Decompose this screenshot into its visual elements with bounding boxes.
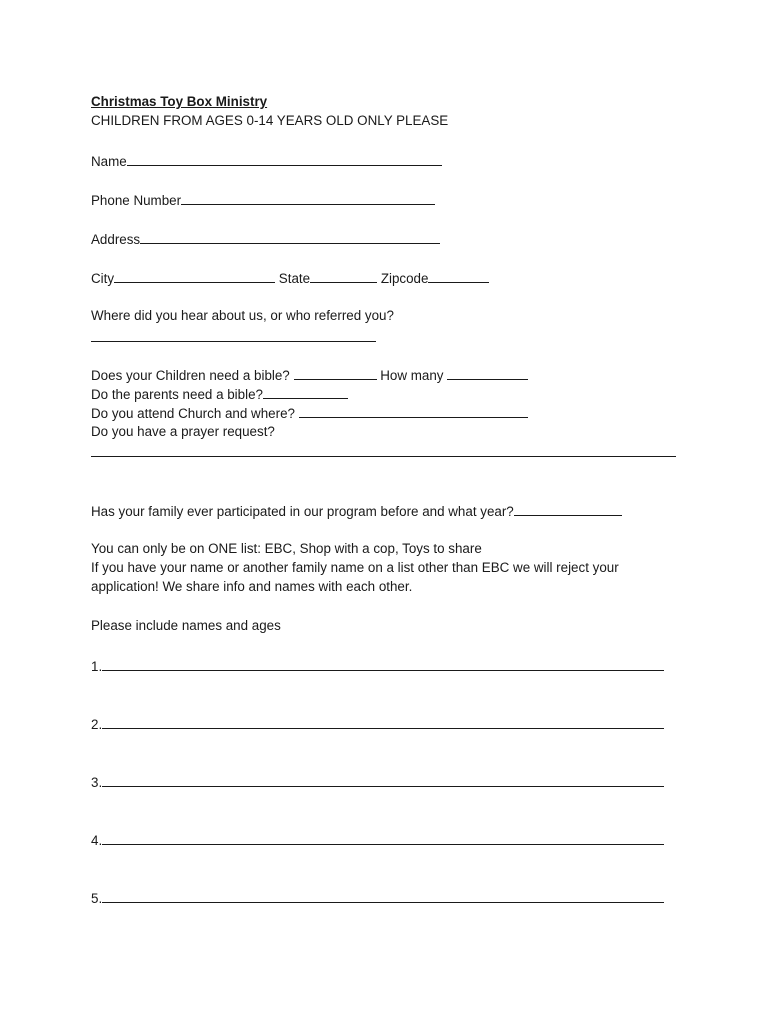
name-entry-field[interactable] bbox=[102, 773, 664, 787]
names-prompt: Please include names and ages bbox=[91, 618, 281, 633]
how-many-label: How many bbox=[380, 368, 444, 383]
prayer-question: Do you have a prayer request? bbox=[91, 424, 275, 439]
state-field[interactable] bbox=[310, 269, 377, 283]
bible-children-row bbox=[91, 366, 528, 382]
how-many-field[interactable] bbox=[447, 366, 528, 380]
name-label: Name bbox=[91, 154, 127, 169]
address-row bbox=[91, 230, 440, 246]
entry-number: 4. bbox=[91, 833, 103, 848]
name-entry-field[interactable] bbox=[102, 831, 664, 845]
prayer-field[interactable] bbox=[91, 456, 676, 457]
name-entry-field[interactable] bbox=[102, 889, 664, 903]
entry-number: 5. bbox=[91, 891, 103, 906]
participation-row bbox=[91, 502, 622, 518]
participation-question: Has your family ever participated in our program before and what year? bbox=[91, 504, 514, 519]
bible-parents-question: Do the parents need a bible? bbox=[91, 387, 263, 402]
name-entry-row bbox=[91, 831, 664, 847]
age-restriction-note: CHILDREN FROM AGES 0-14 YEARS OLD ONLY PLEASE bbox=[91, 113, 449, 128]
phone-label: Phone Number bbox=[91, 193, 182, 208]
name-entry-field[interactable] bbox=[102, 657, 664, 671]
address-field[interactable] bbox=[140, 230, 440, 244]
name-entry-row bbox=[91, 889, 664, 905]
city-label: City bbox=[91, 271, 115, 286]
zipcode-label: Zipcode bbox=[380, 271, 429, 286]
notice-line-2: If you have your name or another family name on a list other than EBC we will reject your bbox=[91, 560, 619, 575]
entry-number: 1. bbox=[91, 659, 103, 674]
name-entry-row bbox=[91, 773, 664, 789]
referral-field[interactable] bbox=[91, 341, 376, 342]
name-entry-row bbox=[91, 715, 664, 731]
city-field[interactable] bbox=[114, 269, 275, 283]
name-row bbox=[91, 152, 442, 168]
name-entry-field[interactable] bbox=[102, 715, 664, 729]
entry-number: 2. bbox=[91, 717, 103, 732]
zipcode-field[interactable] bbox=[428, 269, 489, 283]
city-state-zip-row bbox=[91, 269, 489, 285]
name-field[interactable] bbox=[127, 152, 442, 166]
notice-line-1: You can only be on ONE list: EBC, Shop with a cop, Toys to share bbox=[91, 541, 482, 556]
church-question: Do you attend Church and where? bbox=[91, 406, 295, 421]
bible-children-field[interactable] bbox=[294, 366, 377, 380]
bible-parents-field[interactable] bbox=[263, 385, 348, 399]
entry-number: 3. bbox=[91, 775, 103, 790]
bible-children-question: Does your Children need a bible? bbox=[91, 368, 290, 383]
state-label: State bbox=[278, 271, 311, 286]
name-entry-row bbox=[91, 657, 664, 673]
church-field[interactable] bbox=[299, 404, 528, 418]
address-label: Address bbox=[91, 232, 141, 247]
form-title: Christmas Toy Box Ministry bbox=[91, 94, 268, 109]
church-row bbox=[91, 404, 528, 420]
notice-line-3: application! We share info and names with each other. bbox=[91, 579, 413, 594]
bible-parents-row bbox=[91, 385, 348, 401]
phone-row bbox=[91, 191, 435, 207]
referral-question: Where did you hear about us, or who referred you? bbox=[91, 308, 394, 323]
participation-field[interactable] bbox=[514, 502, 622, 516]
phone-field[interactable] bbox=[181, 191, 435, 205]
